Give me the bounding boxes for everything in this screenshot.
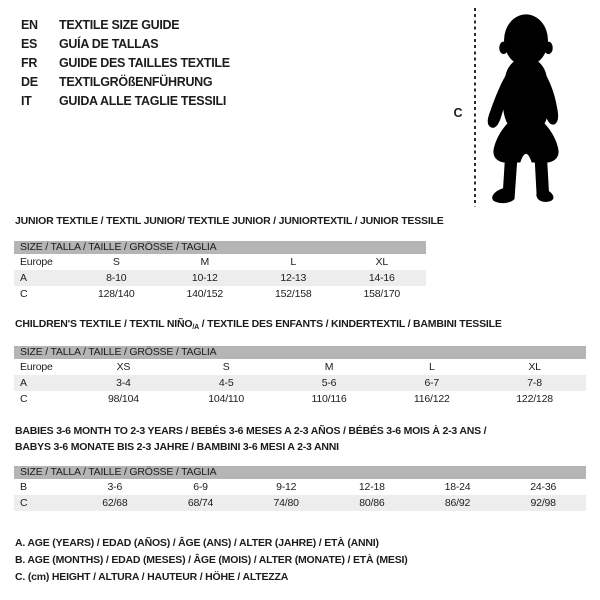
table-row bbox=[14, 359, 586, 375]
language-label: GUIDE DES TAILLES TEXTILE bbox=[59, 55, 230, 70]
language-label: GUÍA DE TALLAS bbox=[59, 36, 159, 51]
size-cell: 74/80 bbox=[273, 497, 299, 509]
section-title-junior: JUNIOR TEXTILE / TEXTIL JUNIOR/ TEXTILE JUNIOR / JUNIORTEXTIL / JUNIOR TESSILE bbox=[15, 215, 444, 227]
row-label: C bbox=[20, 497, 28, 509]
size-cell: 7-8 bbox=[527, 377, 542, 389]
size-cell: 68/74 bbox=[187, 497, 214, 509]
language-label: TEXTILE SIZE GUIDE bbox=[59, 17, 180, 32]
language-row bbox=[21, 91, 230, 110]
size-cell: 128/140 bbox=[97, 288, 135, 300]
size-cell: 152/158 bbox=[274, 288, 312, 300]
size-cell: XS bbox=[116, 361, 131, 373]
language-label: GUIDA ALLE TAGLIE TESSILI bbox=[59, 93, 227, 108]
babies-size-table bbox=[14, 466, 586, 511]
size-cell: 80/86 bbox=[359, 497, 385, 509]
size-cell: 8-10 bbox=[106, 272, 127, 284]
size-cell: L bbox=[428, 361, 435, 373]
row-label: C bbox=[20, 393, 28, 405]
row-label: B bbox=[20, 481, 27, 493]
language-row bbox=[21, 72, 230, 91]
table-row bbox=[14, 286, 426, 302]
row-label: Europe bbox=[20, 256, 53, 268]
size-cell: 110/116 bbox=[311, 393, 347, 405]
language-list bbox=[21, 15, 230, 110]
section-title-text: CHILDREN'S TEXTILE / TEXTIL NIÑO bbox=[15, 318, 193, 330]
note-age-years: A. AGE (YEARS) / EDAD (AÑOS) / ÂGE (ANS) / ALTER (JAHRE) / ETÀ (ANNI) bbox=[15, 537, 379, 549]
row-label: Europe bbox=[20, 361, 53, 373]
table-row bbox=[14, 375, 586, 391]
size-cell: 24-36 bbox=[530, 481, 557, 493]
size-cell: 122/128 bbox=[516, 393, 553, 405]
note-age-months: B. AGE (MONTHS) / EDAD (MESES) / ÂGE (MOIS) / ALTER (MONATE) / ETÀ (MESI) bbox=[15, 554, 408, 566]
size-cell: 6-9 bbox=[193, 481, 208, 493]
section-title-subscript: /A bbox=[192, 324, 199, 331]
size-cell: 12-18 bbox=[358, 481, 385, 493]
size-cell: 62/68 bbox=[102, 497, 128, 509]
section-title-babies-line2: BABYS 3-6 MONATE BIS 2-3 JAHRE / BAMBINI 3-6 MESI A 2-3 ANNI bbox=[15, 441, 339, 453]
size-cell: XL bbox=[375, 256, 388, 268]
table-row bbox=[14, 270, 426, 286]
table-row bbox=[14, 479, 586, 495]
language-label: TEXTILGRÖßENFÜHRUNG bbox=[59, 74, 213, 89]
baby-silhouette bbox=[483, 9, 569, 209]
size-cell: 4-5 bbox=[218, 377, 234, 389]
size-cell: XL bbox=[528, 361, 541, 373]
size-cell: 104/110 bbox=[208, 393, 245, 405]
language-row bbox=[21, 53, 230, 72]
note-height-cm: C. (cm) HEIGHT / ALTURA / HAUTEUR / HÖHE / ALTEZZA bbox=[15, 571, 289, 583]
language-code: EN bbox=[21, 17, 38, 32]
row-label: A bbox=[20, 272, 27, 284]
size-cell: 158/170 bbox=[363, 288, 401, 300]
size-cell: 5-6 bbox=[321, 377, 337, 389]
table-header: SIZE / TALLA / TAILLE / GRÖSSE / TAGLIA bbox=[14, 466, 586, 479]
size-cell: 9-12 bbox=[276, 481, 297, 493]
language-code: IT bbox=[21, 93, 32, 108]
size-cell: M bbox=[324, 361, 334, 373]
table-row bbox=[14, 495, 586, 511]
size-cell: 86/92 bbox=[444, 497, 471, 509]
language-code: DE bbox=[21, 74, 38, 89]
row-label: A bbox=[20, 377, 27, 389]
height-measure-label: C bbox=[453, 106, 463, 120]
section-title-babies-line1: BABIES 3-6 MONTH TO 2-3 YEARS / BEBÉS 3-6 MESES A 2-3 AÑOS / BÉBÉS 3-6 MOIS À 2-3 ANS / bbox=[15, 425, 487, 437]
size-cell: 3-6 bbox=[107, 481, 123, 493]
language-row bbox=[21, 15, 230, 34]
size-cell: M bbox=[200, 256, 210, 268]
size-cell: S bbox=[112, 256, 120, 268]
size-cell: L bbox=[290, 256, 297, 268]
size-cell: S bbox=[222, 361, 230, 373]
section-title-children bbox=[15, 318, 502, 331]
size-cell: 98/104 bbox=[107, 393, 139, 405]
size-cell: 92/98 bbox=[530, 497, 556, 509]
language-row bbox=[21, 34, 230, 53]
row-label: C bbox=[20, 288, 28, 300]
height-dotted-line bbox=[474, 8, 476, 207]
junior-size-table bbox=[14, 241, 426, 302]
language-code: FR bbox=[21, 55, 38, 70]
section-title-text: / TEXTILE DES ENFANTS / KINDERTEXTIL / BAMBINI TESSILE bbox=[198, 318, 502, 330]
table-header: SIZE / TALLA / TAILLE / GRÖSSE / TAGLIA bbox=[14, 346, 586, 359]
table-row bbox=[14, 254, 426, 270]
size-cell: 6-7 bbox=[424, 377, 440, 389]
size-cell: 3-4 bbox=[116, 377, 131, 389]
size-cell: 18-24 bbox=[444, 481, 471, 493]
size-cell: 116/122 bbox=[413, 393, 450, 405]
size-cell: 14-16 bbox=[368, 272, 395, 284]
language-code: ES bbox=[21, 36, 38, 51]
size-cell: 12-13 bbox=[280, 272, 307, 284]
table-header: SIZE / TALLA / TAILLE / GRÖSSE / TAGLIA bbox=[14, 241, 426, 254]
size-cell: 10-12 bbox=[191, 272, 218, 284]
size-cell: 140/152 bbox=[186, 288, 224, 300]
table-row bbox=[14, 391, 586, 407]
children-size-table bbox=[14, 346, 586, 407]
